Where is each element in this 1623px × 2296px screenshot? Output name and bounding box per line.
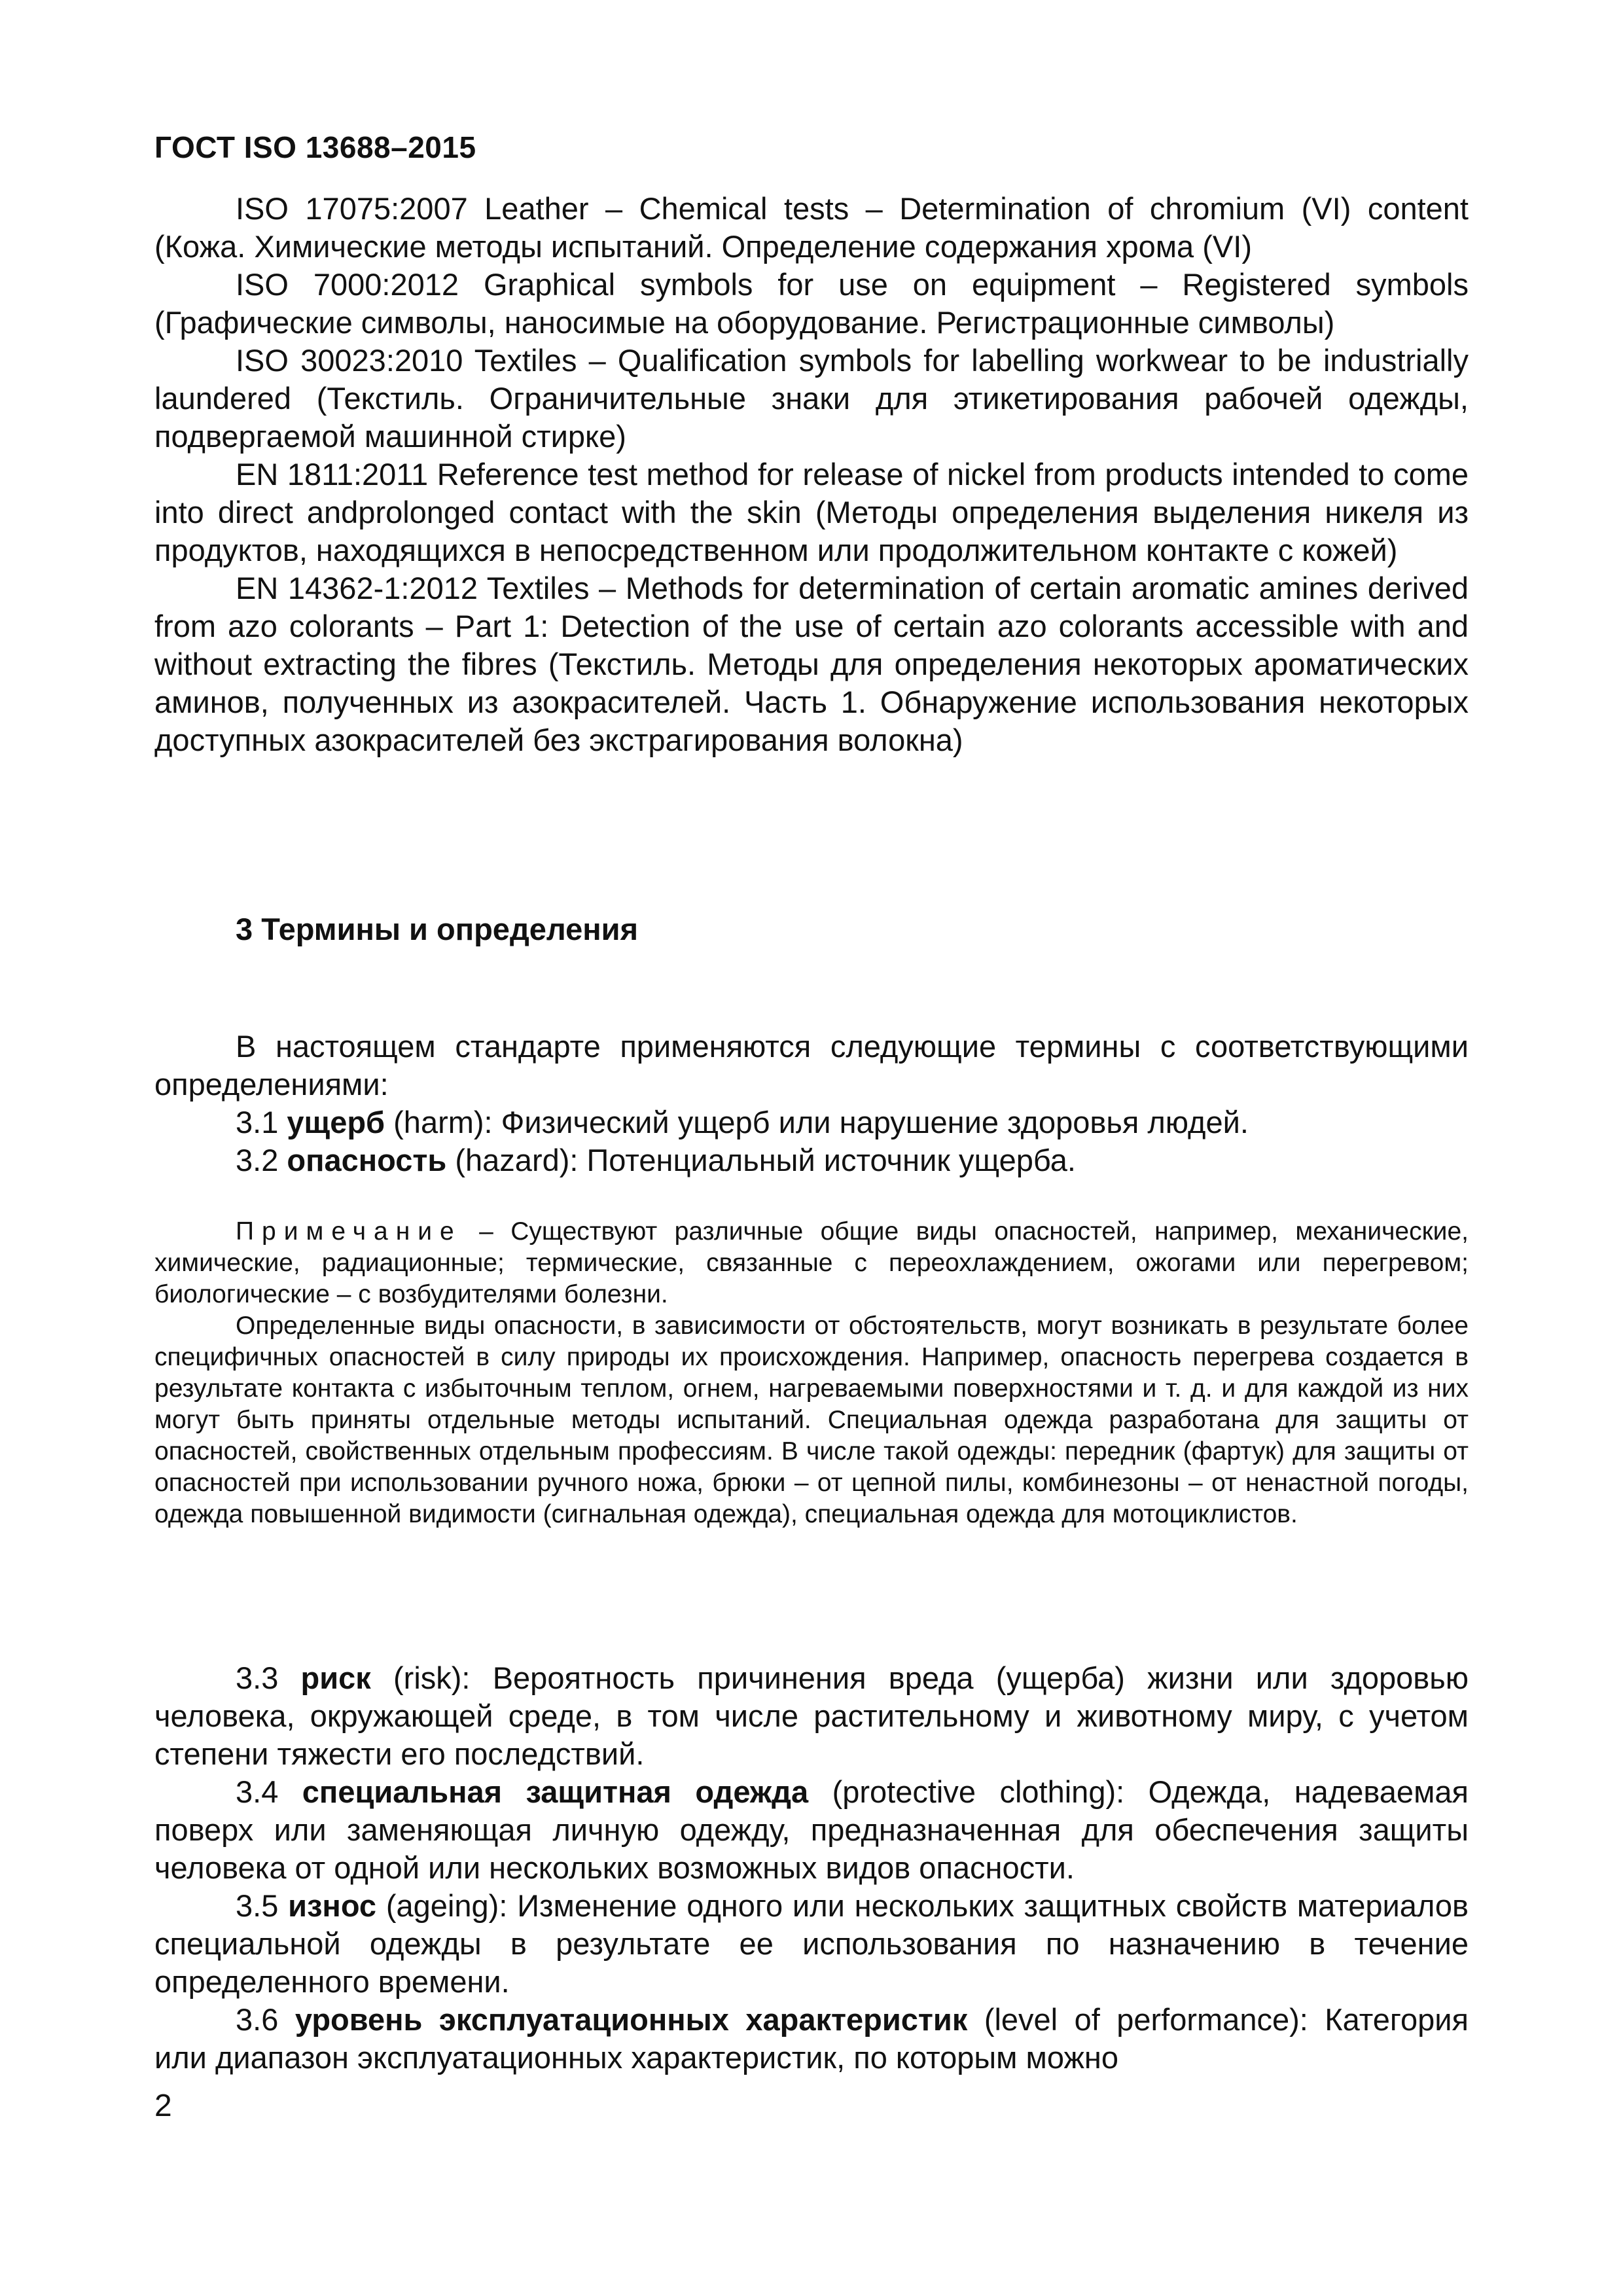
term-english: (ageing): <box>385 1888 508 1923</box>
term-number: 3.4 <box>236 1774 279 1809</box>
document-header: ГОСТ ISO 13688–2015 <box>154 130 476 164</box>
term-definition <box>154 1141 1469 1179</box>
term-name: риск <box>300 1660 371 1695</box>
note-label: Примечание <box>236 1217 462 1246</box>
term-name: ущерб <box>287 1105 385 1139</box>
term-number: 3.1 <box>236 1105 279 1139</box>
reference-item: ISO 30023:2010 Textiles – Qualification symbols for labelling workwear to be industrially laundered (Текстиль. Ограничительные знаки для этикетирования рабочей одежды, подвергаемой машинной стирке) <box>154 343 1469 454</box>
term-text: Потенциальный источник ущерба. <box>586 1143 1076 1177</box>
term-english: (risk): <box>393 1660 471 1695</box>
reference-item: ISO 17075:2007 Leather – Chemical tests – Determination of chromium (VI) content (Кожа. Химические методы испытаний. Определение содержания хрома (VI) <box>154 191 1469 264</box>
term-text: Вероятность причинения вреда (ущерба) жизни или здоровью человека, окружающей среде, в том числе растительному и животному миру, с учетом степени тяжести его последствий. <box>154 1660 1469 1771</box>
reference-item: EN 1811:2011 Reference test method for release of nickel from products intended to come into direct andprolonged contact with the skin (Методы определения выделения никеля из продуктов, находящихся в непосредственном или продолжительном контакте с кожей) <box>154 457 1469 567</box>
term-number: 3.2 <box>236 1143 279 1177</box>
term-name: износ <box>288 1888 377 1923</box>
term-english: (hazard): <box>455 1143 579 1177</box>
definitions-block <box>154 1659 1469 2077</box>
term-text: Физический ущерб или нарушение здоровья людей. <box>501 1105 1249 1139</box>
note-paragraph: Определенные виды опасности, в зависимости от обстоятельств, могут возникать в результате более специфичных опасностей в силу природы их происхождения. Например, опасность перегрева создается в результате контакта с избыточным теплом, огнем, нагреваемыми поверхностями и т. д. и для каждой из них могут быть приняты отдельные методы испытаний. Специальная одежда разработана для защиты от опасностей, свойственных отдельным профессиям. В числе такой одежды: передник (фартук) для защиты от опасностей при использовании ручного ножа, брюки – от цепной пилы, комбинезоны – от ненастной погоды, одежда повышенной видимости (сигнальная одежда), специальная одежда для мотоциклистов. <box>154 1312 1469 1528</box>
term-definition <box>154 1103 1469 1141</box>
term-number: 3.5 <box>236 1888 279 1923</box>
term-definition <box>154 1887 1469 2001</box>
section-heading: 3 Термины и определения <box>236 912 638 946</box>
term-number: 3.3 <box>236 1660 279 1695</box>
term-definition <box>154 1659 1469 1773</box>
term-name: уровень эксплуатационных характеристик <box>294 2002 968 2037</box>
term-definition <box>154 2001 1469 2077</box>
term-name: опасность <box>287 1143 447 1177</box>
intro-paragraph: В настоящем стандарте применяются следующие термины с соответствующими определениями: <box>154 1029 1469 1102</box>
term-definition <box>154 1773 1469 1887</box>
reference-item: ISO 7000:2012 Graphical symbols for use on equipment – Registered symbols (Графические символы, наносимые на оборудование. Регистрационные символы) <box>154 267 1469 340</box>
term-text: Изменение одного или нескольких защитных свойств материалов специальной одежды в результате ее использования по назначению в течение определенного времени. <box>154 1888 1469 1999</box>
term-text: Категория или диапазон эксплуатационных характеристик, по которым можно <box>154 2002 1469 2075</box>
note-paragraph <box>154 1216 1469 1310</box>
definitions-intro-block <box>154 1028 1469 1179</box>
normative-references <box>154 190 1469 759</box>
term-number: 3.6 <box>236 2002 279 2037</box>
term-text: Одежда, надеваемая поверх или заменяющая личную одежду, предназначенная для обеспечения защиты человека от одной или нескольких возможных видов опасности. <box>154 1774 1469 1885</box>
term-english: (protective clothing): <box>832 1774 1125 1809</box>
reference-item: EN 14362-1:2012 Textiles – Methods for determination of certain aromatic amines derived from azo colorants – Part 1: Detection of the use of certain azo colorants accessible with and without extracting the fibres (Текстиль. Методы для определения некоторых ароматических аминов, полученных из азокрасителей. Часть 1. Обнаружение использования некоторых доступных азокрасителей без экстрагирования волокна) <box>154 571 1469 757</box>
note-dash: – <box>461 1217 511 1246</box>
page-number: 2 <box>154 2089 172 2123</box>
term-english: (harm): <box>393 1105 493 1139</box>
term-name: специальная защитная одежда <box>302 1774 809 1809</box>
note-text: Существуют различные общие виды опасностей, например, механические, химические, радиационные; термические, связанные с переохлаждением, ожогами или перегревом; биологические – с возбудителями болезни. <box>154 1217 1469 1308</box>
term-english: (level of performance): <box>984 2002 1308 2037</box>
note-block <box>154 1216 1469 1530</box>
